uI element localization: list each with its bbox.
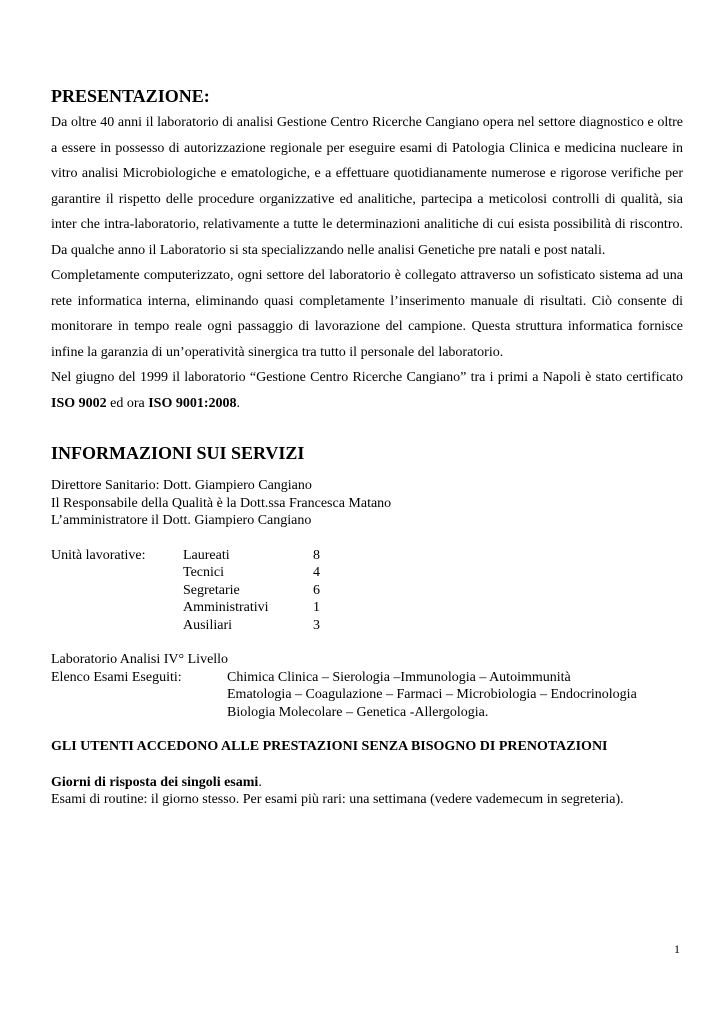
- certification-text-mid: ed ora: [106, 395, 149, 411]
- lab-level: Laboratorio Analisi IV° Livello: [51, 652, 229, 667]
- certification-text-end: .: [236, 395, 241, 411]
- iso-9002: ISO 9002: [51, 395, 107, 411]
- no-booking-notice: GLI UTENTI ACCEDONO ALLE PRESTAZIONI SENZA BISOGNO DI PRENOTAZIONI: [51, 739, 608, 754]
- units-label: Unità lavorative:: [51, 547, 146, 563]
- staff-info: [51, 477, 683, 530]
- presentation-paragraph-2: Completamente computerizzato, ogni settore del laboratorio è collegato attraverso un sofisticato sistema ad una rete informatica interna, eliminando quasi completamente l’inserimento manuale di risultati. Ciò consente di monitorare in tempo reale ogni passaggio di lavorazione del campione. Questa struttura informatica fornisce infine la garanzia di un’operatività sinergica tra tutto il personale del laboratorio.: [51, 268, 683, 360]
- response-title: Giorni di risposta dei singoli esami: [51, 774, 259, 790]
- services-title: INFORMAZIONI SUI SERVIZI: [51, 443, 305, 463]
- unit-role: Amministrativi: [183, 600, 269, 615]
- certification-text-start: Nel giugno del 1999 il laboratorio “Gestione Centro Ricerche Cangiano” tra i primi a Napoli è stato certificato: [51, 370, 683, 385]
- admin-line: L’amministratore il Dott. Giampiero Cangiano: [51, 513, 312, 528]
- response-text: Esami di routine: il giorno stesso. Per esami più rari: una settimana (vedere vademecum in segreteria).: [51, 792, 624, 807]
- unit-row: [51, 547, 683, 565]
- exams-line: Biologia Molecolare – Genetica -Allergologia.: [227, 704, 489, 720]
- unit-count: 6: [313, 582, 320, 598]
- unit-row: [51, 564, 683, 582]
- quality-line: Il Responsabile della Qualità è la Dott.ssa Francesca Matano: [51, 495, 392, 511]
- unit-row: [51, 582, 683, 600]
- unit-row: [51, 617, 683, 635]
- unit-count: 3: [313, 617, 320, 633]
- exams-label: Elenco Esami Eseguiti:: [51, 669, 182, 685]
- presentation-paragraph-1: Da oltre 40 anni il laboratorio di analisi Gestione Centro Ricerche Cangiano opera nel settore diagnostico e oltre a essere in possesso di autorizzazione regionale per eseguire esami di Patologia Clinica e medicina nucleare in vitro analisi Microbiologiche e ematologiche, e a effettuare quotidianamente numerose e rigorose verifiche per garantire il rispetto delle procedure organizzative ed analitiche, partecipa a meticolosi controlli di qualità, sia inter che intra-laboratorio, relativamente a tutte le determinazioni analitiche di cui esista possibilità di riscontro. Da qualche anno il Laboratorio si sta specializzando nelle analisi Genetiche pre natali e post natali.: [51, 115, 683, 258]
- unit-role: Laureati: [183, 547, 230, 563]
- response-title-end: .: [258, 774, 262, 790]
- exams-row: [51, 704, 683, 722]
- unit-count: 1: [313, 600, 320, 615]
- document-page: [51, 84, 683, 809]
- director-line: Direttore Sanitario: Dott. Giampiero Cangiano: [51, 478, 312, 493]
- exams-line: Ematologia – Coagulazione – Farmaci – Microbiologia – Endocrinologia: [227, 687, 637, 702]
- presentation-body: [51, 110, 683, 416]
- presentation-title: PRESENTAZIONE:: [51, 86, 210, 106]
- exams-line: Chimica Clinica – Sierologia –Immunologia – Autoimmunità: [227, 669, 571, 685]
- work-units: [51, 547, 683, 635]
- unit-role: Segretarie: [183, 582, 240, 598]
- page-number: 1: [674, 942, 680, 956]
- unit-count: 8: [313, 547, 320, 563]
- unit-role: Ausiliari: [183, 617, 232, 633]
- lab-info: [51, 651, 683, 721]
- exams-row: [51, 686, 683, 704]
- unit-row: [51, 599, 683, 617]
- response-times: [51, 774, 683, 809]
- unit-role: Tecnici: [183, 565, 224, 580]
- unit-count: 4: [313, 565, 320, 580]
- iso-9001-2008: ISO 9001:2008: [148, 395, 237, 411]
- exams-row: [51, 669, 683, 687]
- presentation-paragraph-3: [51, 365, 683, 416]
- response-heading: [51, 774, 683, 792]
